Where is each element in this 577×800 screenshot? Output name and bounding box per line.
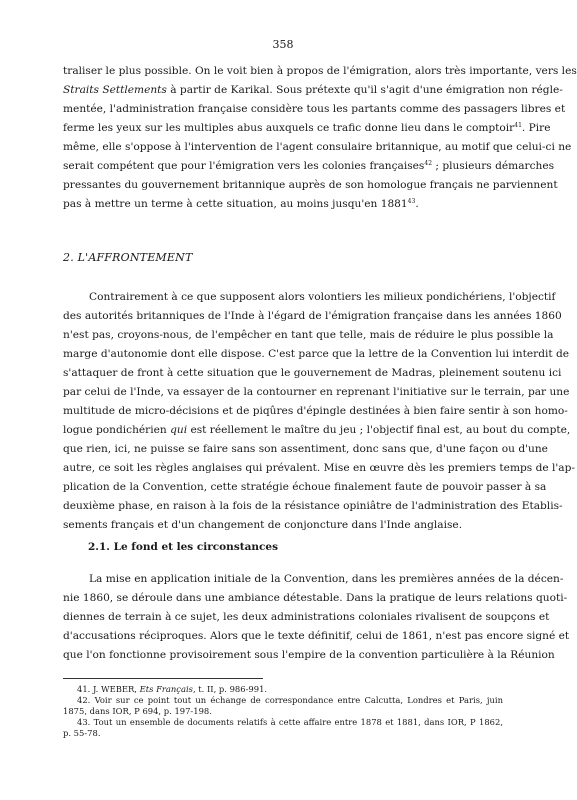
text-line: serait compétent que pour l'émigration vers les colonies françaises$^{42}$ ; plusieurs démarches [63, 160, 555, 172]
intro-paragraph [63, 62, 577, 214]
text-line: que l'on fonctionne provisoirement sous l'empire de la convention particulière à la Réunion [63, 649, 555, 661]
footnote-42-cont: 1875, dans IOR, P 694, p. 197-198. [63, 706, 212, 716]
text-line: ferme les yeux sur les multiples abus auxquels ce trafic donne lieu dans le comptoir$^{41}$. Pire [63, 122, 551, 134]
text-line: s'attaquer de front à cette situation que le gouvernement de Madras, pleinement soutenu ici [63, 367, 562, 379]
text-line: plication de la Convention, cette stratégie échoue finalement faute de pouvoir passer à sa [63, 481, 547, 493]
footnote-43: 43. Tout un ensemble de documents relatifs à cette affaire entre 1878 et 1881, dans IOR, P 1862, [77, 717, 503, 727]
footnote-ref: 41 [514, 122, 522, 129]
text-line: même, elle s'oppose à l'intervention de l'agent consulaire britannique, au motif que celui-ci ne [63, 141, 572, 153]
footnote-43-cont: p. 55-78. [63, 728, 101, 738]
sub-heading: 2.1. Le fond et les circonstances [88, 541, 278, 553]
text-line: n'est pas, croyons-nous, de l'empêcher en tant que telle, mais de réduire le plus possible la [63, 329, 554, 341]
text-line: Contrairement à ce que supposent alors volontiers les milieux pondichériens, l'objectif [89, 291, 556, 303]
emphasis-text: Straits Settlements [63, 84, 167, 96]
text-line: nie 1860, se déroule dans une ambiance détestable. Dans la pratique de leurs relations quoti- [63, 592, 568, 604]
emphasis-text: qui [170, 424, 188, 436]
text-line: deuxième phase, en raison à la fois de la résistance opiniâtre de l'administration des Etablis- [63, 500, 563, 512]
text-line: par celui de l'Inde, va essayer de la contourner en reprenant l'initiative sur le terrain, par une [63, 386, 570, 398]
text-line: pas à mettre un terme à cette situation, au moins jusqu'en 1881$^{43}$. [63, 198, 419, 210]
text-line: mentée, l'administration française considère tous les partants comme des passagers libres et [63, 103, 566, 115]
page-number: 358 [272, 38, 294, 51]
text-line: des autorités britanniques de l'Inde à l'égard de l'émigration française dans les années 1860 [63, 310, 562, 322]
footnote-divider [63, 678, 263, 679]
footnote-ref: 42 [424, 160, 433, 167]
section-heading: 2. L'AFFRONTEMENT [63, 251, 193, 264]
text-line: multitude de micro-décisions et de piqûres d'épingle destinées à bien faire sentir à son homo- [63, 405, 568, 417]
footnote-41: 41. J. WEBER, Ets Français, t. II, p. 986-991. [77, 684, 268, 694]
text-line: autre, ce soit les règles anglaises qui prévalent. Mise en œuvre dès les premiers temps de l'ap- [63, 462, 575, 474]
text-line: La mise en application initiale de la Convention, dans les premières années de la décen- [89, 573, 564, 585]
footnote-ref: 43 [407, 198, 416, 205]
text-line: d'accusations réciproques. Alors que le texte définitif, celui de 1861, n'est pas encore signé et [63, 630, 570, 642]
text-line: traliser le plus possible. On le voit bien à propos de l'émigration, alors très importante, vers les [63, 65, 577, 77]
text-line: logue pondichérien qui est réellement le maître du jeu ; l'objectif final est, au bout du compte, [63, 424, 571, 436]
emphasis-text: Ets Français [139, 684, 193, 694]
text-line: diennes de terrain à ce sujet, les deux administrations coloniales rivalisent de soupçons et [63, 611, 550, 623]
text-line: Straits Settlements à partir de Karikal. Sous prétexte qu'il s'agit d'une émigration non régle- [63, 84, 563, 96]
footnote-42: 42. Voir sur ce point tout un échange de correspondance entre Calcutta, Londres et Paris, juin [77, 695, 503, 705]
text-line: que rien, ici, ne puisse se faire sans son assentiment, donc sans que, d'une façon ou d'une [63, 443, 548, 455]
text-line: pressantes du gouvernement britannique auprès de son homologue français ne parviennent [63, 179, 558, 191]
section-paragraph [63, 288, 575, 535]
sub-paragraph [63, 570, 570, 665]
text-line: marge d'autonomie dont elle dispose. C'est parce que la lettre de la Convention lui interdit de [63, 348, 570, 360]
footnotes [63, 684, 503, 739]
text-line: sements français et d'un changement de conjoncture dans l'Inde anglaise. [63, 519, 463, 531]
